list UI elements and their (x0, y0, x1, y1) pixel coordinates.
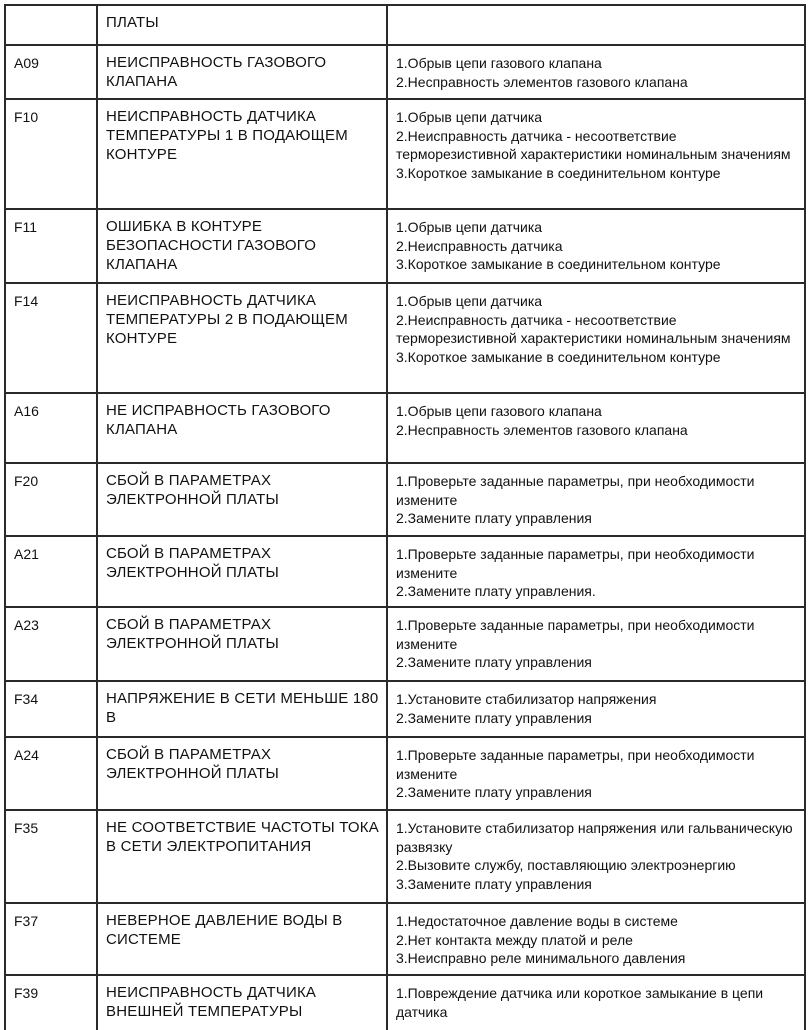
solution-line: 1.Проверьте заданные параметры, при необходимости измените (396, 747, 755, 782)
table-row (5, 975, 805, 1030)
solution-line: 2.Неисправность датчика - несоответствие терморезистивной характеристики номинальным значениям (396, 311, 791, 346)
solution-line: 1.Проверьте заданные параметры, при необходимости измените (396, 617, 755, 652)
solution-cell (387, 393, 805, 463)
table-row (5, 393, 805, 463)
solution-line: 1.Обрыв цепи газового клапана (396, 55, 602, 71)
solution-line: 3.Неисправно реле минимального давления (396, 950, 686, 966)
solution-cell (387, 681, 805, 737)
error-description-cell: ПЛАТЫ (97, 5, 387, 45)
table-row (5, 99, 805, 209)
error-code-cell: A09 (5, 45, 97, 99)
error-description-cell: НЕИСПРАВНОСТЬ ДАТЧИКА ТЕМПЕРАТУРЫ 2 В ПОДАЮЩЕМ КОНТУРЕ (97, 283, 387, 393)
solution-line: 2.Неисправность датчика - несоответствие терморезистивной характеристики номинальным значениям (396, 127, 791, 162)
table-row (5, 737, 805, 810)
solution-cell (387, 607, 805, 681)
solution-cell (387, 45, 805, 99)
document-page (4, 4, 808, 1030)
table-row (5, 283, 805, 393)
solution-line: 1.Проверьте заданные параметры, при необходимости измените (396, 546, 755, 581)
solution-line: 1.Обрыв цепи датчика (396, 293, 543, 309)
error-code-cell: A23 (5, 607, 97, 681)
solution-line: 1.Повреждение датчика или короткое замыкание в цепи датчика (396, 985, 764, 1020)
solution-line: 2.Вызовите службу, поставляющию электроэнергию (396, 857, 736, 873)
solution-line: 2.Замените плату управления (396, 654, 592, 670)
solution-cell (387, 283, 805, 393)
solution-line: 2.Замените плату управления. (396, 583, 596, 599)
error-code-cell: F34 (5, 681, 97, 737)
table-row (5, 536, 805, 607)
solution-line: 2.Несправность элементов газового клапана (396, 421, 688, 438)
table-row (5, 209, 805, 283)
solution-cell (387, 463, 805, 536)
error-description-cell: НЕИСПРАВНОСТЬ ДАТЧИКА ВНЕШНЕЙ ТЕМПЕРАТУРЫ (97, 975, 387, 1030)
solution-line: 1.Проверьте заданные параметры, при необходимости измените (396, 473, 755, 508)
error-description-cell: НЕ СООТВЕТСТВИЕ ЧАСТОТЫ ТОКА В СЕТИ ЭЛЕКТРОПИТАНИЯ (97, 810, 387, 903)
solution-line: 1.Обрыв цепи газового клапана (396, 403, 602, 419)
solution-line: 3.Замените плату управления (396, 875, 592, 892)
error-code-cell: F10 (5, 99, 97, 209)
solution-line: 2.Несправность элементов газового клапана (396, 73, 688, 90)
table-row-partial (5, 5, 805, 45)
error-code-cell (5, 5, 97, 45)
table-row (5, 681, 805, 737)
solution-line: 3.Короткое замыкание в соединительном контуре (396, 164, 721, 181)
error-description-cell: ОШИБКА В КОНТУРЕ БЕЗОПАСНОСТИ ГАЗОВОГО КЛАПАНА (97, 209, 387, 283)
solution-cell (387, 975, 805, 1030)
error-code-cell: A16 (5, 393, 97, 463)
error-description-cell: СБОЙ В ПАРАМЕТРАХ ЭЛЕКТРОННОЙ ПЛАТЫ (97, 607, 387, 681)
error-code-cell: A21 (5, 536, 97, 607)
solution-line: 3.Короткое замыкание в соединительном контуре (396, 348, 721, 365)
table-row (5, 463, 805, 536)
error-code-cell: F37 (5, 903, 97, 975)
solution-line: 1.Обрыв цепи датчика (396, 109, 543, 125)
error-code-cell: F20 (5, 463, 97, 536)
table-row (5, 607, 805, 681)
solution-line: 2.Неисправность датчика (396, 237, 563, 254)
solution-line: 1.Установите стабилизатор напряжения (396, 691, 657, 707)
error-description-cell: НЕВЕРНОЕ ДАВЛЕНИЕ ВОДЫ В СИСТЕМЕ (97, 903, 387, 975)
solution-cell (387, 903, 805, 975)
solution-line: 2.Нет контакта между платой и реле (396, 931, 633, 948)
solution-cell (387, 737, 805, 810)
solution-cell (387, 536, 805, 607)
error-code-cell: F35 (5, 810, 97, 903)
solution-line: 2.Замените плату управления (396, 510, 592, 526)
solution-line: 1.Недостаточное давление воды в системе (396, 913, 678, 929)
error-code-cell: F39 (5, 975, 97, 1030)
error-code-cell: F11 (5, 209, 97, 283)
solution-cell (387, 209, 805, 283)
error-description-cell: СБОЙ В ПАРАМЕТРАХ ЭЛЕКТРОННОЙ ПЛАТЫ (97, 737, 387, 810)
solution-line: 2.Замените плату управления (396, 709, 592, 726)
error-description-cell: НЕИСПРАВНОСТЬ ДАТЧИКА ТЕМПЕРАТУРЫ 1 В ПОДАЮЩЕМ КОНТУРЕ (97, 99, 387, 209)
table-row (5, 810, 805, 903)
error-code-table (4, 4, 806, 1030)
table-row (5, 903, 805, 975)
solution-cell (387, 99, 805, 209)
error-description-cell: НЕИСПРАВНОСТЬ ГАЗОВОГО КЛАПАНА (97, 45, 387, 99)
solution-line: 1.Установите стабилизатор напряжения или гальваническую развязку (396, 820, 793, 855)
solution-line: 3.Короткое замыкание в соединительном контуре (396, 256, 721, 272)
error-description-cell: НАПРЯЖЕНИЕ В СЕТИ МЕНЬШЕ 180 В (97, 681, 387, 737)
error-description-cell: СБОЙ В ПАРАМЕТРАХ ЭЛЕКТРОННОЙ ПЛАТЫ (97, 536, 387, 607)
error-description-cell: СБОЙ В ПАРАМЕТРАХ ЭЛЕКТРОННОЙ ПЛАТЫ (97, 463, 387, 536)
solution-line: 1.Обрыв цепи датчика (396, 219, 543, 235)
error-description-cell: НЕ ИСПРАВНОСТЬ ГАЗОВОГО КЛАПАНА (97, 393, 387, 463)
solution-line: 2.Замените плату управления (396, 784, 592, 800)
error-code-cell: A24 (5, 737, 97, 810)
table-row (5, 45, 805, 99)
solution-cell (387, 810, 805, 903)
solution-cell (387, 5, 805, 45)
error-code-cell: F14 (5, 283, 97, 393)
